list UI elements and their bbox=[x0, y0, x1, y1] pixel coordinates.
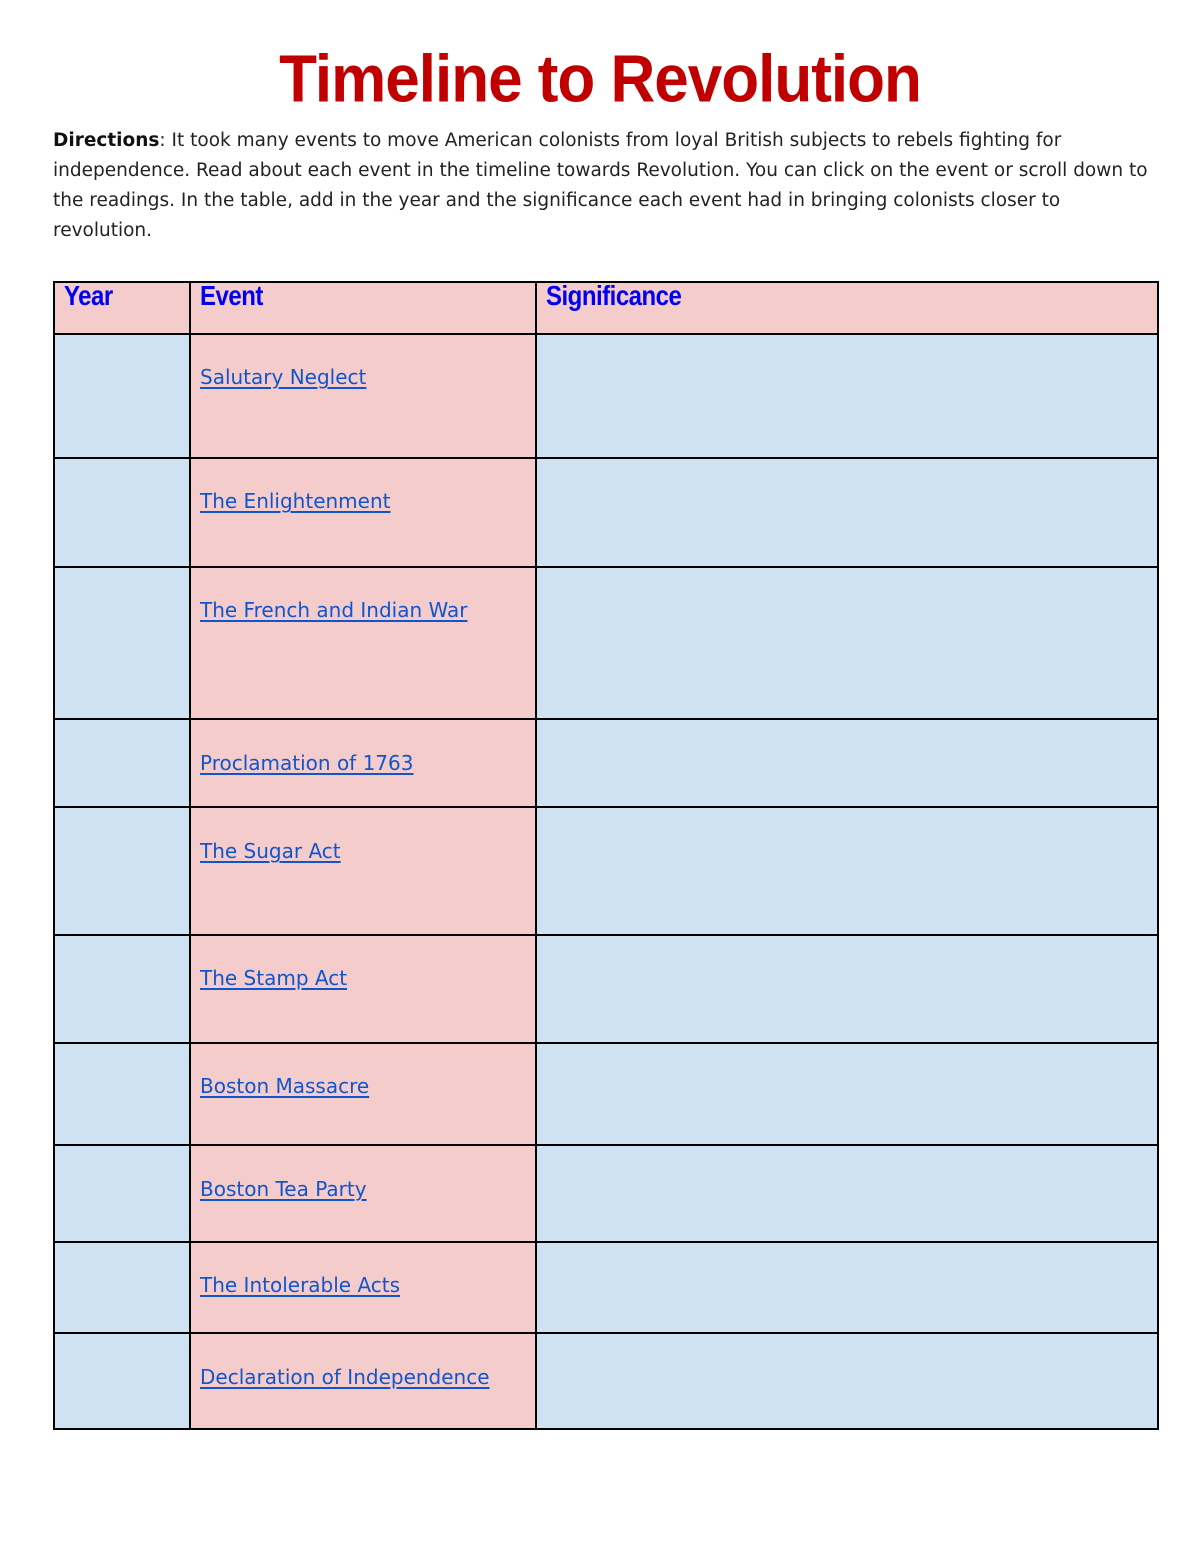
event-link-french-and-indian-war[interactable]: The French and Indian War bbox=[200, 598, 468, 622]
event-cell bbox=[190, 1333, 536, 1429]
significance-cell[interactable] bbox=[536, 334, 1158, 458]
event-cell bbox=[190, 1145, 536, 1242]
significance-cell[interactable] bbox=[536, 458, 1158, 567]
table-row bbox=[54, 807, 1158, 935]
significance-cell[interactable] bbox=[536, 1145, 1158, 1242]
event-cell bbox=[190, 719, 536, 807]
page-title: Timeline to Revolution bbox=[279, 42, 921, 117]
timeline-table bbox=[53, 281, 1159, 1430]
event-cell bbox=[190, 567, 536, 719]
event-cell bbox=[190, 807, 536, 935]
event-link-intolerable-acts[interactable]: The Intolerable Acts bbox=[200, 1273, 401, 1297]
year-cell[interactable] bbox=[54, 567, 190, 719]
event-cell bbox=[190, 935, 536, 1043]
table-row bbox=[54, 719, 1158, 807]
year-cell[interactable] bbox=[54, 935, 190, 1043]
significance-cell[interactable] bbox=[536, 1242, 1158, 1333]
year-cell[interactable] bbox=[54, 1333, 190, 1429]
year-cell[interactable] bbox=[54, 719, 190, 807]
event-cell bbox=[190, 458, 536, 567]
event-cell bbox=[190, 1242, 536, 1333]
directions-paragraph bbox=[53, 126, 1163, 246]
header-significance: Significance bbox=[536, 282, 1158, 334]
table-row bbox=[54, 458, 1158, 567]
event-link-sugar-act[interactable]: The Sugar Act bbox=[200, 839, 341, 863]
event-cell bbox=[190, 1043, 536, 1145]
significance-cell[interactable] bbox=[536, 807, 1158, 935]
significance-cell[interactable] bbox=[536, 1333, 1158, 1429]
table-header-row bbox=[54, 282, 1158, 334]
table-row bbox=[54, 1145, 1158, 1242]
significance-cell[interactable] bbox=[536, 1043, 1158, 1145]
table-row bbox=[54, 1242, 1158, 1333]
event-link-boston-tea-party[interactable]: Boston Tea Party bbox=[200, 1177, 367, 1201]
significance-cell[interactable] bbox=[536, 567, 1158, 719]
event-link-boston-massacre[interactable]: Boston Massacre bbox=[200, 1074, 370, 1098]
event-cell bbox=[190, 334, 536, 458]
event-link-enlightenment[interactable]: The Enlightenment bbox=[200, 489, 391, 513]
header-event: Event bbox=[190, 282, 536, 334]
significance-cell[interactable] bbox=[536, 935, 1158, 1043]
year-cell[interactable] bbox=[54, 334, 190, 458]
year-cell[interactable] bbox=[54, 807, 190, 935]
table-row bbox=[54, 567, 1158, 719]
event-link-proclamation-of-1763[interactable]: Proclamation of 1763 bbox=[200, 751, 414, 775]
table-row bbox=[54, 1333, 1158, 1429]
table-row bbox=[54, 935, 1158, 1043]
significance-cell[interactable] bbox=[536, 719, 1158, 807]
directions-label: Directions bbox=[53, 130, 160, 151]
directions-text: : It took many events to move American colonists from loyal British subjects to rebels fighting for independence. Read about each event in the timeline towards Revolution. You can click on the event or scroll down to the readings. In the table, add in the year and the significance each event had in bringing colonists closer to revolution. bbox=[53, 130, 1148, 241]
year-cell[interactable] bbox=[54, 1145, 190, 1242]
header-year: Year bbox=[54, 282, 190, 334]
event-link-salutary-neglect[interactable]: Salutary Neglect bbox=[200, 365, 367, 389]
year-cell[interactable] bbox=[54, 1242, 190, 1333]
event-link-stamp-act[interactable]: The Stamp Act bbox=[200, 966, 348, 990]
year-cell[interactable] bbox=[54, 1043, 190, 1145]
event-link-declaration-of-independence[interactable]: Declaration of Independence bbox=[200, 1365, 490, 1389]
year-cell[interactable] bbox=[54, 458, 190, 567]
table-row bbox=[54, 334, 1158, 458]
table-row bbox=[54, 1043, 1158, 1145]
